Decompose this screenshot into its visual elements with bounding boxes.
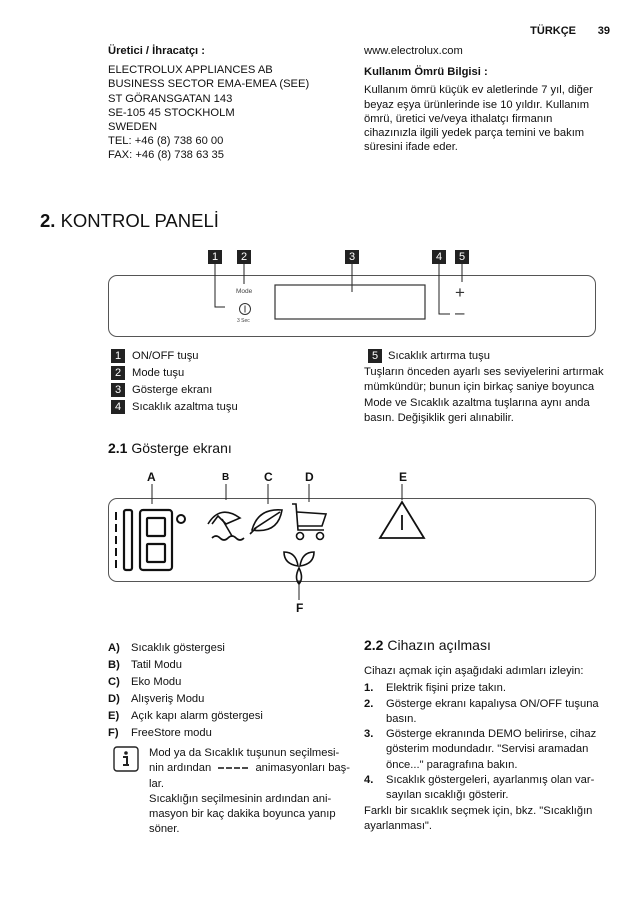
info-line-with-dashes [149, 761, 349, 776]
legend-num: 4 [111, 400, 125, 414]
display-legend-key: E) [108, 710, 120, 722]
manufacturer-heading: Üretici / İhracatçı : [108, 45, 205, 57]
display-icons [100, 482, 600, 607]
power-on-step [364, 727, 624, 773]
display-legend-item [108, 725, 263, 742]
sec-label: 3 Sec [237, 318, 250, 324]
callout-1: 1 [208, 250, 222, 264]
subsection-heading [108, 440, 232, 456]
manufacturer-line: FAX: +46 (8) 738 63 35 [108, 149, 224, 162]
minus-button[interactable]: – [455, 303, 465, 322]
step-number: 1. [364, 682, 374, 695]
display-legend-key: C) [108, 676, 120, 688]
manufacturer-line: TEL: +46 (8) 738 60 00 [108, 135, 224, 148]
legend5-line: Mode ve Sıcaklık azaltma tuşlarına aynı anda [364, 396, 590, 409]
step-number: 2. [364, 697, 374, 710]
display-label-a: A [147, 470, 156, 484]
digit-8 [140, 510, 172, 570]
legend-text: Mode tuşu [132, 367, 185, 379]
info-note [149, 746, 349, 838]
manufacturer-line: ELECTROLUX APPLIANCES AB [108, 64, 273, 77]
info-line-start: nin ardından [149, 762, 212, 775]
subsection-number: 2.1 [108, 440, 128, 456]
display-legend [108, 640, 263, 742]
subsection-heading-2-2 [364, 637, 491, 653]
display-legend-text: FreeStore modu [131, 727, 212, 739]
manufacturer-block [108, 44, 338, 163]
display-label-f: F [296, 601, 304, 615]
display-legend-item [108, 708, 263, 725]
legend5-line: mümkündür; bunun için birkaç saniye boyunca [364, 381, 595, 394]
display-legend-item [108, 640, 263, 657]
display-legend-item [108, 691, 263, 708]
page-language: TÜRKÇE [530, 25, 576, 37]
subsection-title: Gösterge ekranı [131, 440, 232, 456]
power-on-step [364, 697, 624, 728]
lifetime-line: Kullanım ömrü küçük ev aletlerinde 7 yıl, diğer [364, 84, 593, 97]
legend-text: Sıcaklık azaltma tuşu [132, 401, 238, 413]
page-number: 39 [597, 25, 610, 37]
legend-item [111, 348, 238, 365]
lifetime-line: cihazınızla ilgili yedek parça temini ve bakım [364, 127, 585, 140]
display-legend-text: Açık kapı alarm göstergesi [131, 710, 263, 722]
legend-num: 5 [368, 349, 382, 363]
section-number: 2. [40, 210, 56, 231]
display-legend-key: A) [108, 642, 120, 654]
step-line: sayılan sıcaklığı gösterir. [386, 789, 509, 802]
info-line: Sıcaklığın seçilmesinin ardından ani- [149, 792, 332, 805]
legend-text: ON/OFF tuşu [132, 350, 199, 362]
lifetime-line: ömrü, üretici ve/veya ithalatçı firmanın [364, 112, 553, 125]
subsection-number: 2.2 [364, 637, 384, 653]
display-legend-item [108, 674, 263, 691]
display-label-c: C [264, 470, 273, 484]
step-line: Gösterge ekranında DEMO belirirse, cihaz [386, 728, 597, 741]
panel-legend [111, 348, 238, 416]
power-on-instructions [364, 664, 624, 834]
info-line: Mod ya da Sıcaklık tuşunun seçilmesi- [149, 747, 340, 759]
legend-num: 2 [111, 366, 125, 380]
freestore-mode-icon [284, 552, 314, 584]
info-line: lar. [149, 777, 164, 790]
power-button-icon[interactable] [238, 302, 252, 316]
lifetime-heading: Kullanım Ömrü Bilgisi : [364, 66, 488, 79]
section-heading [40, 210, 219, 232]
legend-num: 1 [111, 349, 125, 363]
power-on-intro: Cihazı açmak için aşağıdaki adımları izleyin: [364, 665, 584, 677]
info-icon [113, 746, 139, 772]
legend5-line: basın. Değişiklik geri alınabilir. [364, 411, 514, 424]
plus-button[interactable]: + [455, 283, 465, 302]
display-legend-text: Alışveriş Modu [131, 693, 205, 705]
dash-animation-icon [217, 764, 249, 772]
callout-3: 3 [345, 250, 359, 264]
lifetime-line: süresini ifade eder. [364, 141, 458, 154]
manufacturer-line: SWEDEN [108, 121, 158, 134]
legend-text: Gösterge ekranı [132, 384, 213, 396]
website-link[interactable]: www.electrolux.com [364, 45, 463, 57]
display-legend-text: Sıcaklık göstergesi [131, 642, 225, 654]
callout-4: 4 [432, 250, 446, 264]
control-panel-leaders [100, 262, 600, 342]
display-legend-key: F) [108, 727, 119, 739]
power-on-outro: ayarlanması". [364, 819, 433, 832]
mode-button-label[interactable]: Mode [236, 288, 253, 295]
panel-legend-5 [364, 348, 624, 426]
lifetime-block [364, 44, 614, 154]
shopping-mode-icon [292, 504, 326, 540]
digit-1 [124, 510, 132, 570]
legend5-line: Tuşların önceden ayarlı ses seviyelerini artırmak [364, 366, 604, 378]
info-line: söner. [149, 823, 180, 836]
legend-num: 3 [111, 383, 125, 397]
step-line: basın. [386, 712, 417, 725]
legend-item [111, 382, 238, 399]
legend-item [111, 399, 238, 416]
eco-mode-icon [250, 510, 282, 534]
legend-item [111, 365, 238, 382]
callout-5: 5 [455, 250, 469, 264]
degree-icon [177, 515, 185, 523]
door-alarm-icon [380, 502, 424, 538]
display-label-b: B [222, 472, 230, 483]
step-number: 3. [364, 728, 374, 741]
power-on-step [364, 681, 624, 696]
step-line: Elektrik fişini prize takın. [386, 682, 506, 695]
legend-text: Sıcaklık artırma tuşu [388, 350, 490, 362]
display-label-e: E [399, 470, 408, 484]
step-line: önce..." paragrafına bakın. [386, 758, 518, 771]
step-number: 4. [364, 774, 374, 787]
info-line: masyon bir kaç dakika boyunca yanıp [149, 808, 336, 821]
manufacturer-line: BUSINESS SECTOR EMA-EMEA (SEE) [108, 78, 310, 91]
display-legend-key: D) [108, 693, 120, 705]
holiday-mode-icon [208, 512, 244, 540]
manufacturer-line: ST GÖRANSGATAN 143 [108, 92, 233, 105]
display-legend-key: B) [108, 659, 120, 671]
lifetime-line: beyaz eşya ürünlerinde ise 10 yıldır. Kullanım [364, 98, 590, 111]
display-legend-item [108, 657, 263, 674]
power-on-step [364, 773, 624, 804]
manufacturer-line: SE-105 45 STOCKHOLM [108, 106, 235, 119]
callout-2: 2 [237, 250, 251, 264]
info-line-end: animasyonları baş- [255, 762, 350, 775]
display-label-d: D [305, 470, 314, 484]
power-on-outro: Farklı bir sıcaklık seçmek için, bkz. "Sıcaklığın [364, 804, 593, 817]
section-title: KONTROL PANELİ [60, 210, 219, 231]
display-legend-text: Eko Modu [131, 676, 182, 688]
legend-item [364, 348, 624, 365]
step-line: gösterim modundadır. "Servisi aramadan [386, 743, 589, 756]
subsection-title: Cihazın açılması [387, 637, 491, 653]
display-legend-text: Tatil Modu [131, 659, 182, 671]
step-line: Sıcaklık göstergeleri, ayarlanmış olan var- [386, 774, 595, 787]
step-line: Gösterge ekranı kapalıysa ON/OFF tuşuna [386, 697, 599, 710]
